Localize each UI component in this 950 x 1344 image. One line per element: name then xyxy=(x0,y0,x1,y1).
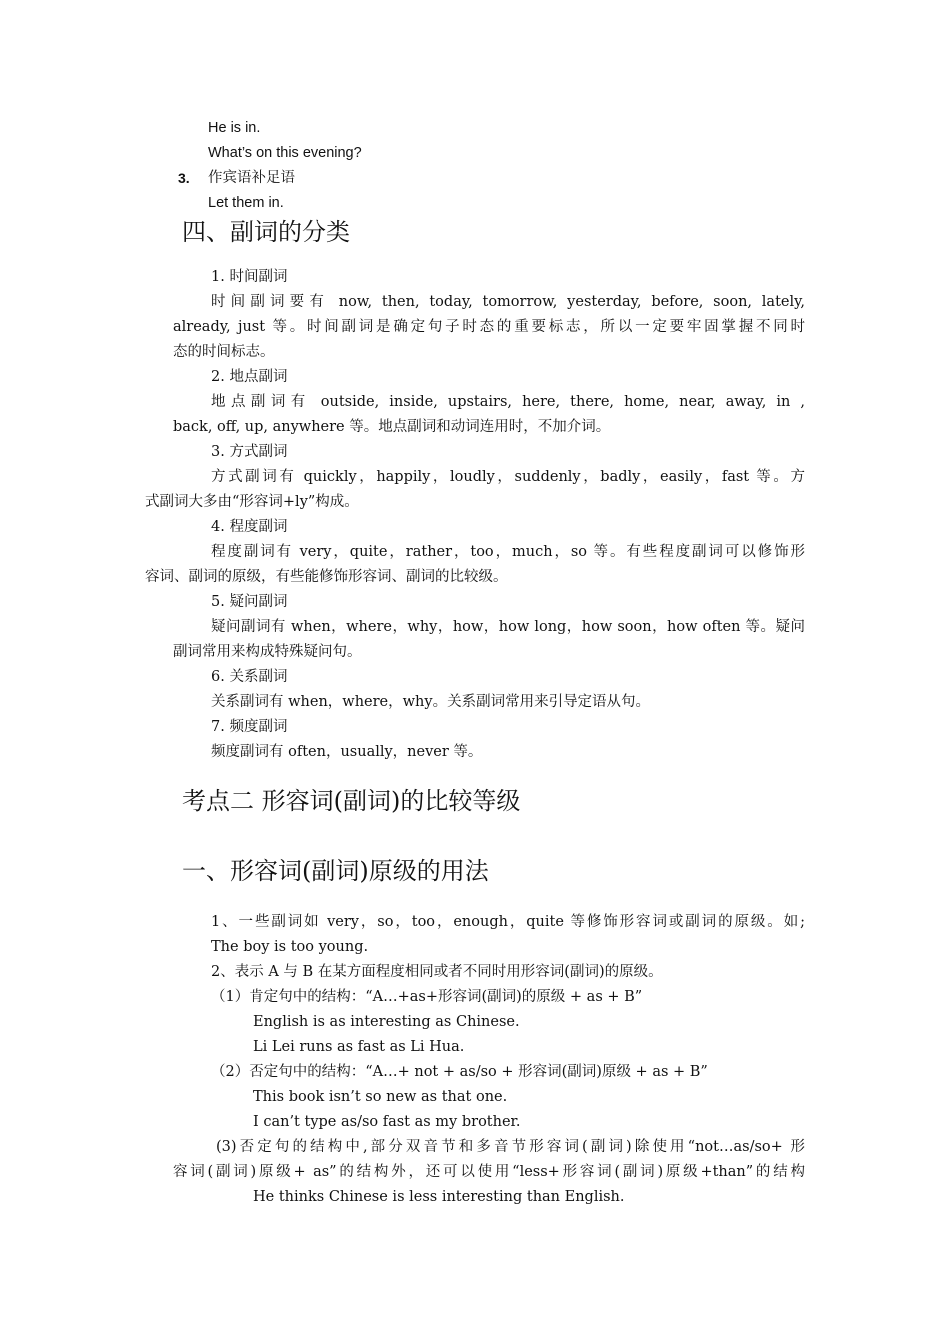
section-heading-adverb-classification: 四、副词的分类 xyxy=(182,218,350,246)
structure-negative: （2）否定句中的结构：“A…+ not + as/so + 形容词(副词)原级 + as + B” xyxy=(211,1064,708,1080)
paragraph-line: 副词常用来构成特殊疑问句。 xyxy=(173,644,362,660)
example-sentence: I can’t type as/so fast as my brother. xyxy=(253,1114,521,1130)
item-3-title: 作宾语补足语 xyxy=(208,170,295,186)
example-sentence: This book isn’t so new as that one. xyxy=(253,1089,508,1105)
paragraph-line: 2、表示 A 与 B 在某方面程度相同或者不同时用形容词(副词)的原级。 xyxy=(211,964,663,980)
paragraph-line: 式副词大多由“形容词+ly”构成。 xyxy=(145,494,359,510)
paragraph-line: 态的时间标志。 xyxy=(173,344,275,360)
subsection-title-manner: 3. 方式副词 xyxy=(211,444,288,460)
paragraph-line: 程度副词有 very，quite，rather，too，much，so 等。有些程度副词可以修饰形 xyxy=(211,544,805,560)
paragraph-line: 疑问副词有 when，where，why，how，how long，how soon，how often 等。疑问 xyxy=(211,619,805,635)
paragraph-line: 1、一些副词如 very，so，too，enough，quite 等修饰形容词或副词的原级。如; xyxy=(211,914,805,930)
example-whats-on: What’s on this evening? xyxy=(208,145,362,161)
example-sentence: The boy is too young. xyxy=(211,939,369,955)
example-sentence: He thinks Chinese is less interesting than English. xyxy=(253,1189,625,1205)
paragraph-line: 地点副词有 outside, inside, upstairs, here, there, home, near, away, in , xyxy=(211,394,805,410)
example-he-is-in: He is in. xyxy=(208,120,261,136)
paragraph-line: 时间副词要有 now, then, today, tomorrow, yesterday, before, soon, lately, xyxy=(211,294,805,310)
example-let-them-in: Let them in. xyxy=(208,195,284,211)
example-sentence: English is as interesting as Chinese. xyxy=(253,1014,520,1030)
kaodian-2-heading: 考点二 形容词(副词)的比较等级 xyxy=(182,787,521,815)
subsection-title-interrogative: 5. 疑问副词 xyxy=(211,594,288,610)
paragraph-line: 容词(副词)原级+ as”的结构外，还可以使用“less+形容词(副词)原级+than”的结构 xyxy=(173,1164,805,1180)
subsection-title-degree: 4. 程度副词 xyxy=(211,519,288,535)
list-number-3: 3. xyxy=(178,170,190,186)
subsection-title-relative: 6. 关系副词 xyxy=(211,669,288,685)
paragraph-line: 方式副词有 quickly，happily，loudly，suddenly，badly，easily，fast 等。方 xyxy=(211,469,805,485)
subsection-title-time: 1. 时间副词 xyxy=(211,269,288,285)
paragraph-line: already, just 等。时间副词是确定句子时态的重要标志，所以一定要牢固掌握不同时 xyxy=(173,319,805,335)
paragraph-line: back, off, up, anywhere 等。地点副词和动词连用时，不加介词。 xyxy=(173,419,611,435)
paragraph-line: 关系副词有 when，where，why。关系副词常用来引导定语从句。 xyxy=(211,694,651,710)
paragraph-line: 频度副词有 often，usually，never 等。 xyxy=(211,744,483,760)
structure-affirmative: （1）肯定句中的结构：“A…+as+形容词(副词)的原级 + as + B” xyxy=(211,989,643,1005)
section-heading-positive-degree: 一、形容词(副词)原级的用法 xyxy=(182,857,489,885)
paragraph-line: 容词、副词的原级，有些能修饰形容词、副词的比较级。 xyxy=(145,569,508,585)
subsection-title-place: 2. 地点副词 xyxy=(211,369,288,385)
paragraph-line: (3)否定句的结构中,部分双音节和多音节形容词(副词)除使用“not…as/so+ 形 xyxy=(216,1139,805,1155)
subsection-title-frequency: 7. 频度副词 xyxy=(211,719,288,735)
example-sentence: Li Lei runs as fast as Li Hua. xyxy=(253,1039,465,1055)
